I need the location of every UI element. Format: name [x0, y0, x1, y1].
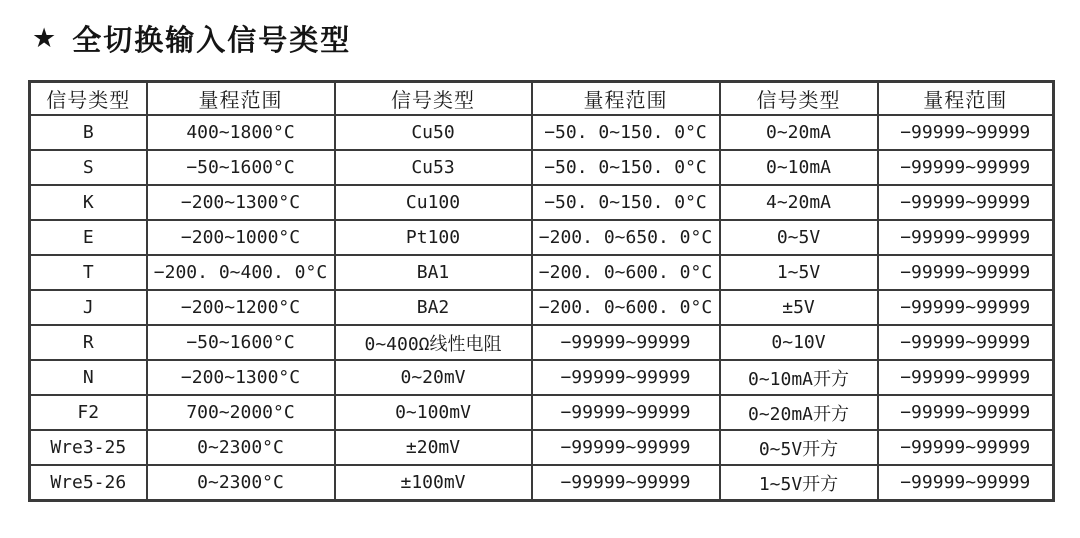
- range-cell: −200. 0~600. 0°C: [532, 255, 720, 290]
- signal-type-cell: R: [30, 325, 147, 360]
- signal-type-cell: 0~400Ω线性电阻: [335, 325, 532, 360]
- signal-type-cell: 0~10mA: [720, 150, 878, 185]
- header-range-3: 量程范围: [878, 82, 1054, 116]
- range-cell: −200. 0~400. 0°C: [147, 255, 335, 290]
- range-cell: −200~1300°C: [147, 185, 335, 220]
- table-row: [30, 185, 1054, 220]
- range-cell: −99999~99999: [878, 255, 1054, 290]
- range-cell: −99999~99999: [532, 465, 720, 501]
- signal-type-cell: Cu50: [335, 115, 532, 150]
- signal-type-cell: BA1: [335, 255, 532, 290]
- range-cell: 700~2000°C: [147, 395, 335, 430]
- signal-type-cell: T: [30, 255, 147, 290]
- range-cell: −99999~99999: [878, 465, 1054, 501]
- signal-type-cell: N: [30, 360, 147, 395]
- signal-type-cell: B: [30, 115, 147, 150]
- range-cell: −99999~99999: [878, 185, 1054, 220]
- table-row: [30, 465, 1054, 501]
- table-row: [30, 430, 1054, 465]
- signal-type-cell: 0~5V开方: [720, 430, 878, 465]
- table-row: [30, 360, 1054, 395]
- signal-type-cell: 0~20mV: [335, 360, 532, 395]
- signal-type-cell: S: [30, 150, 147, 185]
- signal-type-table: [28, 80, 1055, 502]
- range-cell: −99999~99999: [878, 115, 1054, 150]
- signal-type-cell: ±20mV: [335, 430, 532, 465]
- table-row: [30, 395, 1054, 430]
- table-row: [30, 220, 1054, 255]
- header-signal-type-1: 信号类型: [30, 82, 147, 116]
- signal-type-cell: ±5V: [720, 290, 878, 325]
- range-cell: −50. 0~150. 0°C: [532, 185, 720, 220]
- range-cell: −99999~99999: [878, 290, 1054, 325]
- star-icon: ★: [32, 23, 59, 54]
- range-cell: −99999~99999: [878, 395, 1054, 430]
- table-row: [30, 150, 1054, 185]
- range-cell: −200~1200°C: [147, 290, 335, 325]
- signal-type-cell: 1~5V开方: [720, 465, 878, 501]
- page-title-text: 全切换输入信号类型: [72, 23, 352, 57]
- range-cell: −99999~99999: [878, 150, 1054, 185]
- signal-type-cell: 0~20mA开方: [720, 395, 878, 430]
- signal-type-cell: K: [30, 185, 147, 220]
- page-title: [32, 18, 351, 59]
- range-cell: −50. 0~150. 0°C: [532, 115, 720, 150]
- range-cell: −200. 0~600. 0°C: [532, 290, 720, 325]
- range-cell: −99999~99999: [878, 325, 1054, 360]
- range-cell: −200~1000°C: [147, 220, 335, 255]
- signal-type-cell: Pt100: [335, 220, 532, 255]
- signal-type-cell: Cu100: [335, 185, 532, 220]
- signal-type-cell: J: [30, 290, 147, 325]
- range-cell: −50. 0~150. 0°C: [532, 150, 720, 185]
- signal-type-cell: 1~5V: [720, 255, 878, 290]
- range-cell: 0~2300°C: [147, 465, 335, 501]
- signal-type-cell: F2: [30, 395, 147, 430]
- header-signal-type-2: 信号类型: [335, 82, 532, 116]
- header-range-2: 量程范围: [532, 82, 720, 116]
- signal-type-cell: E: [30, 220, 147, 255]
- table-row: [30, 290, 1054, 325]
- range-cell: −50~1600°C: [147, 325, 335, 360]
- signal-type-cell: 0~5V: [720, 220, 878, 255]
- signal-type-cell: Wre5-26: [30, 465, 147, 501]
- range-cell: −99999~99999: [878, 430, 1054, 465]
- range-cell: 0~2300°C: [147, 430, 335, 465]
- signal-type-cell: 0~20mA: [720, 115, 878, 150]
- header-range-1: 量程范围: [147, 82, 335, 116]
- table-header-row: [30, 82, 1054, 116]
- range-cell: −99999~99999: [878, 360, 1054, 395]
- range-cell: −200~1300°C: [147, 360, 335, 395]
- signal-type-cell: Wre3-25: [30, 430, 147, 465]
- range-cell: −99999~99999: [532, 395, 720, 430]
- signal-type-cell: Cu53: [335, 150, 532, 185]
- table-row: [30, 115, 1054, 150]
- range-cell: −99999~99999: [532, 325, 720, 360]
- range-cell: −99999~99999: [532, 430, 720, 465]
- header-signal-type-3: 信号类型: [720, 82, 878, 116]
- signal-type-cell: 0~10V: [720, 325, 878, 360]
- range-cell: −50~1600°C: [147, 150, 335, 185]
- signal-type-cell: 0~100mV: [335, 395, 532, 430]
- range-cell: 400~1800°C: [147, 115, 335, 150]
- signal-type-cell: ±100mV: [335, 465, 532, 501]
- table-row: [30, 325, 1054, 360]
- range-cell: −200. 0~650. 0°C: [532, 220, 720, 255]
- signal-type-cell: BA2: [335, 290, 532, 325]
- signal-type-cell: 4~20mA: [720, 185, 878, 220]
- range-cell: −99999~99999: [878, 220, 1054, 255]
- range-cell: −99999~99999: [532, 360, 720, 395]
- signal-type-cell: 0~10mA开方: [720, 360, 878, 395]
- table-row: [30, 255, 1054, 290]
